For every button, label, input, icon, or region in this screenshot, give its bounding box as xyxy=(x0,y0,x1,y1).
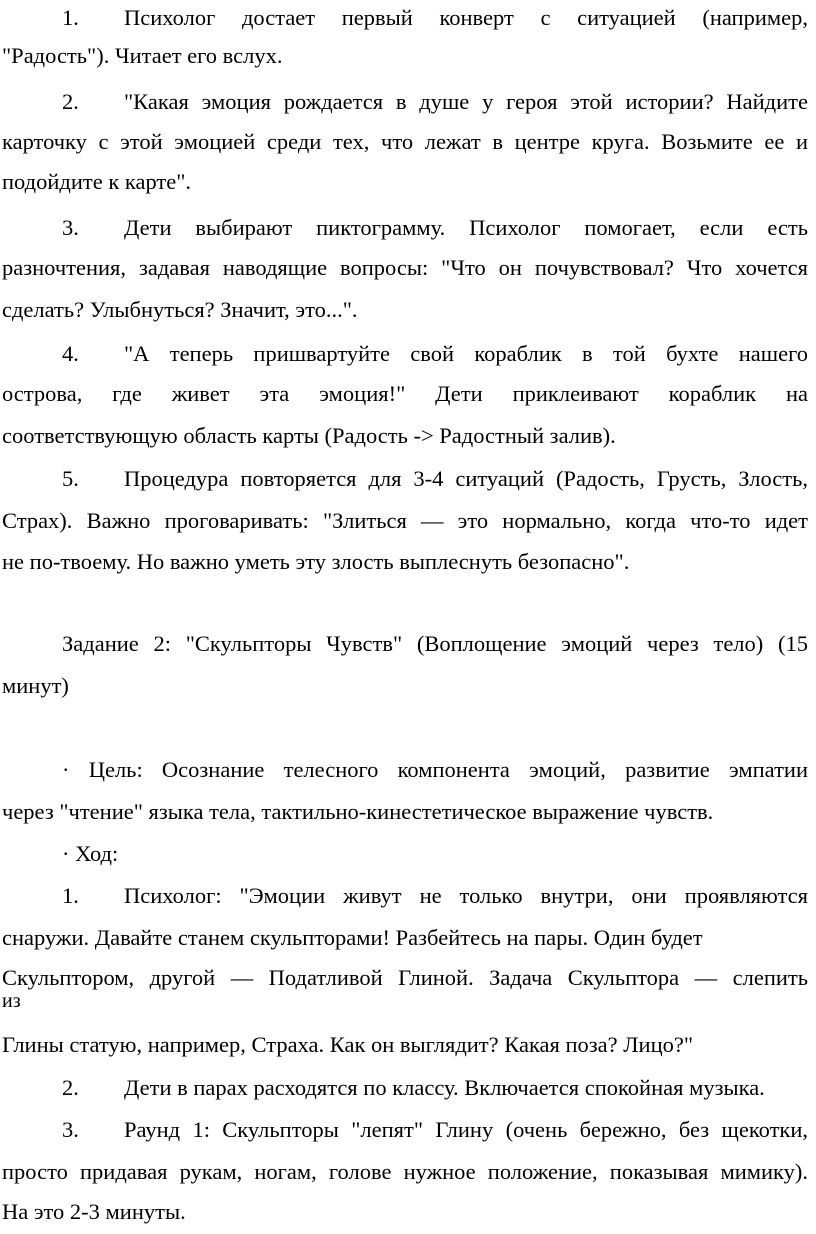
item-number: 3. xyxy=(62,215,79,240)
item-text: Раунд 1: Скульпторы "лепят" Глину (очень бережно, без щекотки, xyxy=(124,1117,808,1142)
text-line xyxy=(0,1198,816,1226)
text-line xyxy=(0,168,816,196)
item-text: "Какая эмоция рождается в душе у героя этой истории? Найдите xyxy=(124,89,808,114)
course-label xyxy=(0,840,816,868)
item-number: 4. xyxy=(62,341,79,366)
list-item xyxy=(0,465,816,493)
item-number: 1. xyxy=(62,5,79,30)
text-line xyxy=(0,798,816,826)
item-text: "Радость"). Читает его вслух. xyxy=(2,43,283,68)
text-line xyxy=(0,507,816,535)
list-item xyxy=(0,882,816,910)
text-line xyxy=(0,672,816,700)
item-text: Страх). Важно проговаривать: "Злиться — это нормально, когда что-то идет xyxy=(2,508,808,533)
text-line xyxy=(0,924,816,952)
text-line xyxy=(0,422,816,450)
item-text: На это 2-3 минуты. xyxy=(2,1199,186,1224)
list-item xyxy=(0,4,816,32)
list-item xyxy=(0,1074,816,1102)
text-line xyxy=(0,380,816,408)
task-heading-text: минут) xyxy=(2,673,69,698)
task-heading xyxy=(0,630,816,658)
item-text: карточку с этой эмоцией среди тех, что лежат в центре круга. Возьмите ее и xyxy=(2,129,808,154)
item-text: сделать? Улыбнуться? Значит, это...". xyxy=(2,297,358,322)
item-text: Процедура повторяется для 3-4 ситуаций (Радость, Грусть, Злость, xyxy=(124,466,808,491)
item-text: Глины статую, например, Страха. Как он выглядит? Какая поза? Лицо?" xyxy=(2,1032,694,1057)
goal-text: · Цель: Осознание телесного компонента эмоций, развитие эмпатии xyxy=(62,757,808,782)
item-text: снаружи. Давайте станем скульпторами! Разбейтесь на пары. Один будет xyxy=(2,925,703,950)
text-line xyxy=(0,254,816,282)
item-number: 3. xyxy=(62,1117,79,1142)
item-number: 1. xyxy=(62,883,79,908)
item-number: 2. xyxy=(62,1075,79,1100)
task-heading-text: Задание 2: "Скульпторы Чувств" (Воплощение эмоций через тело) (15 xyxy=(62,631,808,656)
item-text: Психолог достает первый конверт с ситуацией (например, xyxy=(124,5,808,30)
list-item xyxy=(0,1116,816,1144)
item-text: Дети выбирают пиктограмму. Психолог помогает, если есть xyxy=(124,215,808,240)
text-line xyxy=(0,296,816,324)
list-item xyxy=(0,214,816,242)
list-item xyxy=(0,88,816,116)
item-text: Психолог: "Эмоции живут не только внутри, они проявляются xyxy=(124,883,808,908)
item-number: 5. xyxy=(62,466,79,491)
item-text: разночтения, задавая наводящие вопросы: "Что он почувствовал? Что хочется xyxy=(2,255,808,280)
course-label-text: · Ход: xyxy=(62,841,119,866)
list-item xyxy=(0,340,816,368)
goal-paragraph xyxy=(0,756,816,784)
item-text: острова, где живет эта эмоция!" Дети приклеивают кораблик на xyxy=(2,381,808,406)
item-text: подойдите к карте". xyxy=(2,169,192,194)
text-line xyxy=(0,548,816,576)
text-line xyxy=(0,964,816,992)
goal-text: через "чтение" языка тела, тактильно-кинестетическое выражение чувств. xyxy=(2,799,714,824)
item-text: просто придавая рукам, ногам, голове нужное положение, показывая мимику). xyxy=(2,1159,808,1184)
text-line xyxy=(0,1158,816,1186)
item-number: 2. xyxy=(62,89,79,114)
item-text: не по-твоему. Но важно уметь эту злость выплеснуть безопасно". xyxy=(2,549,630,574)
text-line xyxy=(0,128,816,156)
text-line xyxy=(0,42,816,70)
item-text: "А теперь пришвартуйте свой кораблик в той бухте нашего xyxy=(124,341,808,366)
item-text: Дети в парах расходятся по классу. Включается спокойная музыка. xyxy=(124,1075,765,1100)
text-line xyxy=(0,1031,816,1059)
item-text: из xyxy=(2,990,21,1012)
item-text: Скульптором, другой — Податливой Глиной. Задача Скульптора — слепить xyxy=(2,965,808,990)
item-text: соответствующую область карты (Радость -> Радостный залив). xyxy=(2,423,616,448)
text-line xyxy=(0,990,816,1012)
